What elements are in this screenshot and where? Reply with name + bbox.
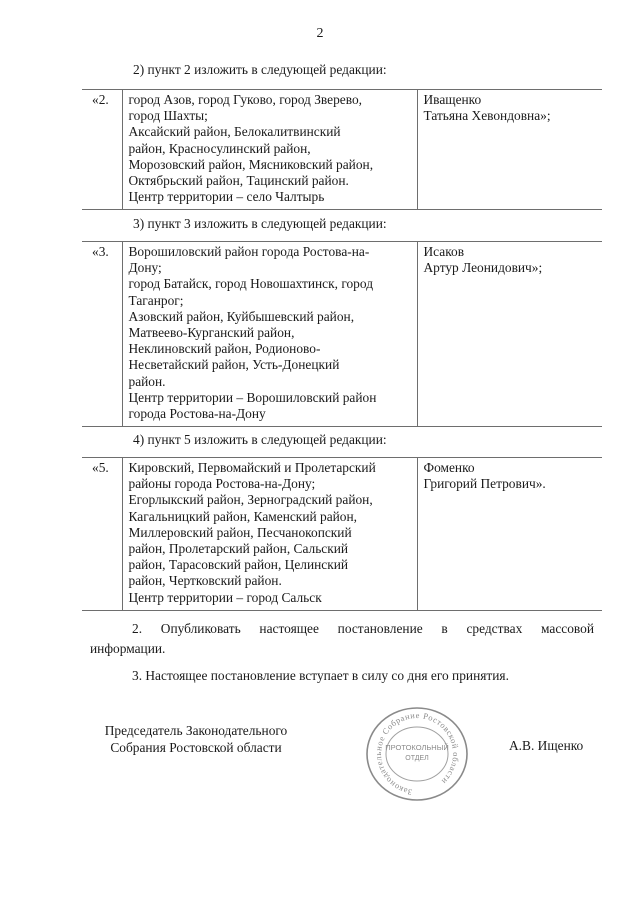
territory-line: Октябрьский район, Тацинский район. <box>128 173 349 189</box>
person-surname: Фоменко <box>423 460 475 475</box>
person-surname: Исаков <box>423 244 465 259</box>
paragraph-publish-continuation: информации. <box>90 641 166 656</box>
territory-line: город Шахты; <box>128 108 208 124</box>
table-row <box>82 242 602 427</box>
row-number: «5. <box>82 458 122 611</box>
territory-line: город Азов, город Гуково, город Зверево, <box>128 92 363 107</box>
territory-line: Таганрог; <box>128 292 184 308</box>
territory-line: город Батайск, город Новошахтинск, город <box>128 276 374 292</box>
territory-cell <box>122 242 417 427</box>
instruction-2: 3) пункт 3 изложить в следующей редакции: <box>133 216 387 231</box>
territory-line: Матвеево-Курганский район, <box>128 325 295 341</box>
instruction-1: 2) пункт 2 изложить в следующей редакции: <box>133 62 387 77</box>
territory-line: район, Тарасовский район, Целинский <box>128 557 349 573</box>
territory-line: Центр территории – город Сальск <box>128 589 322 605</box>
territory-line: район, Чертковский район. <box>128 573 282 589</box>
amendment-table-2 <box>82 241 602 427</box>
territory-line: Ворошиловский район города Ростова-на- <box>128 244 370 259</box>
territory-line: районы города Ростова-на-Дону; <box>128 476 316 492</box>
official-stamp <box>355 702 479 806</box>
territory-line: Егорлыкский район, Зерноградский район, <box>128 492 373 508</box>
person-given-names: Григорий Петрович». <box>423 476 546 492</box>
table-row <box>82 458 602 611</box>
instruction-3: 4) пункт 5 изложить в следующей редакции: <box>133 432 387 447</box>
person-given-names: Татьяна Хевондовна»; <box>423 108 551 124</box>
person-surname: Иващенко <box>423 92 482 107</box>
territory-line: район. <box>128 373 166 389</box>
amendment-table-1 <box>82 89 602 210</box>
row-number: «3. <box>82 242 122 427</box>
territory-line: Дону; <box>128 260 162 276</box>
territory-line: район, Красносулинский район, <box>128 140 311 156</box>
stamp-center-line2: ОТДЕЛ <box>405 755 429 762</box>
territory-line: Несветайский район, Усть-Донецкий <box>128 357 340 373</box>
amendment-table-3 <box>82 457 602 611</box>
stamp-center-line1: ПРОТОКОЛЬНЫЙ <box>385 743 449 752</box>
territory-line: Центр территории – Ворошиловский район <box>128 389 377 405</box>
territory-line: Кагальницкий район, Каменский район, <box>128 508 358 524</box>
territory-line: Центр территории – село Чалтырь <box>128 189 325 205</box>
page-number: 2 <box>316 26 324 41</box>
paragraph-publish: 2. Опубликовать настоящее постановление в средствах массовой <box>132 621 594 636</box>
territory-line: Кировский, Первомайский и Пролетарский <box>128 460 376 475</box>
stamp-inner-ring <box>386 727 448 781</box>
territory-cell <box>122 90 417 210</box>
paragraph-effective: 3. Настоящее постановление вступает в силу со дня его принятия. <box>132 668 509 683</box>
person-cell <box>417 458 602 611</box>
row-number: «2. <box>82 90 122 210</box>
signatory-name: А.В. Ищенко <box>509 738 584 753</box>
territory-cell <box>122 458 417 611</box>
territory-line: Аксайский район, Белокалитвинский <box>128 124 341 140</box>
signatory-title <box>80 722 312 756</box>
signatory-title-line: Собрания Ростовской области <box>110 740 282 755</box>
person-cell <box>417 90 602 210</box>
signatory-title-line: Председатель Законодательного <box>104 723 288 738</box>
person-given-names: Артур Леонидович»; <box>423 260 543 276</box>
person-cell <box>417 242 602 427</box>
territory-line: Азовский район, Куйбышевский район, <box>128 308 355 324</box>
territory-line: Морозовский район, Мясниковский район, <box>128 156 374 172</box>
stamp-ring-text: Законодательное Собрание Ростовской области <box>374 710 461 797</box>
table-row <box>82 90 602 210</box>
territory-line: район, Пролетарский район, Сальский <box>128 541 349 557</box>
territory-line: города Ростова-на-Дону <box>128 406 266 422</box>
territory-line: Неклиновский район, Родионово- <box>128 341 321 357</box>
territory-line: Миллеровский район, Песчанокопский <box>128 524 352 540</box>
